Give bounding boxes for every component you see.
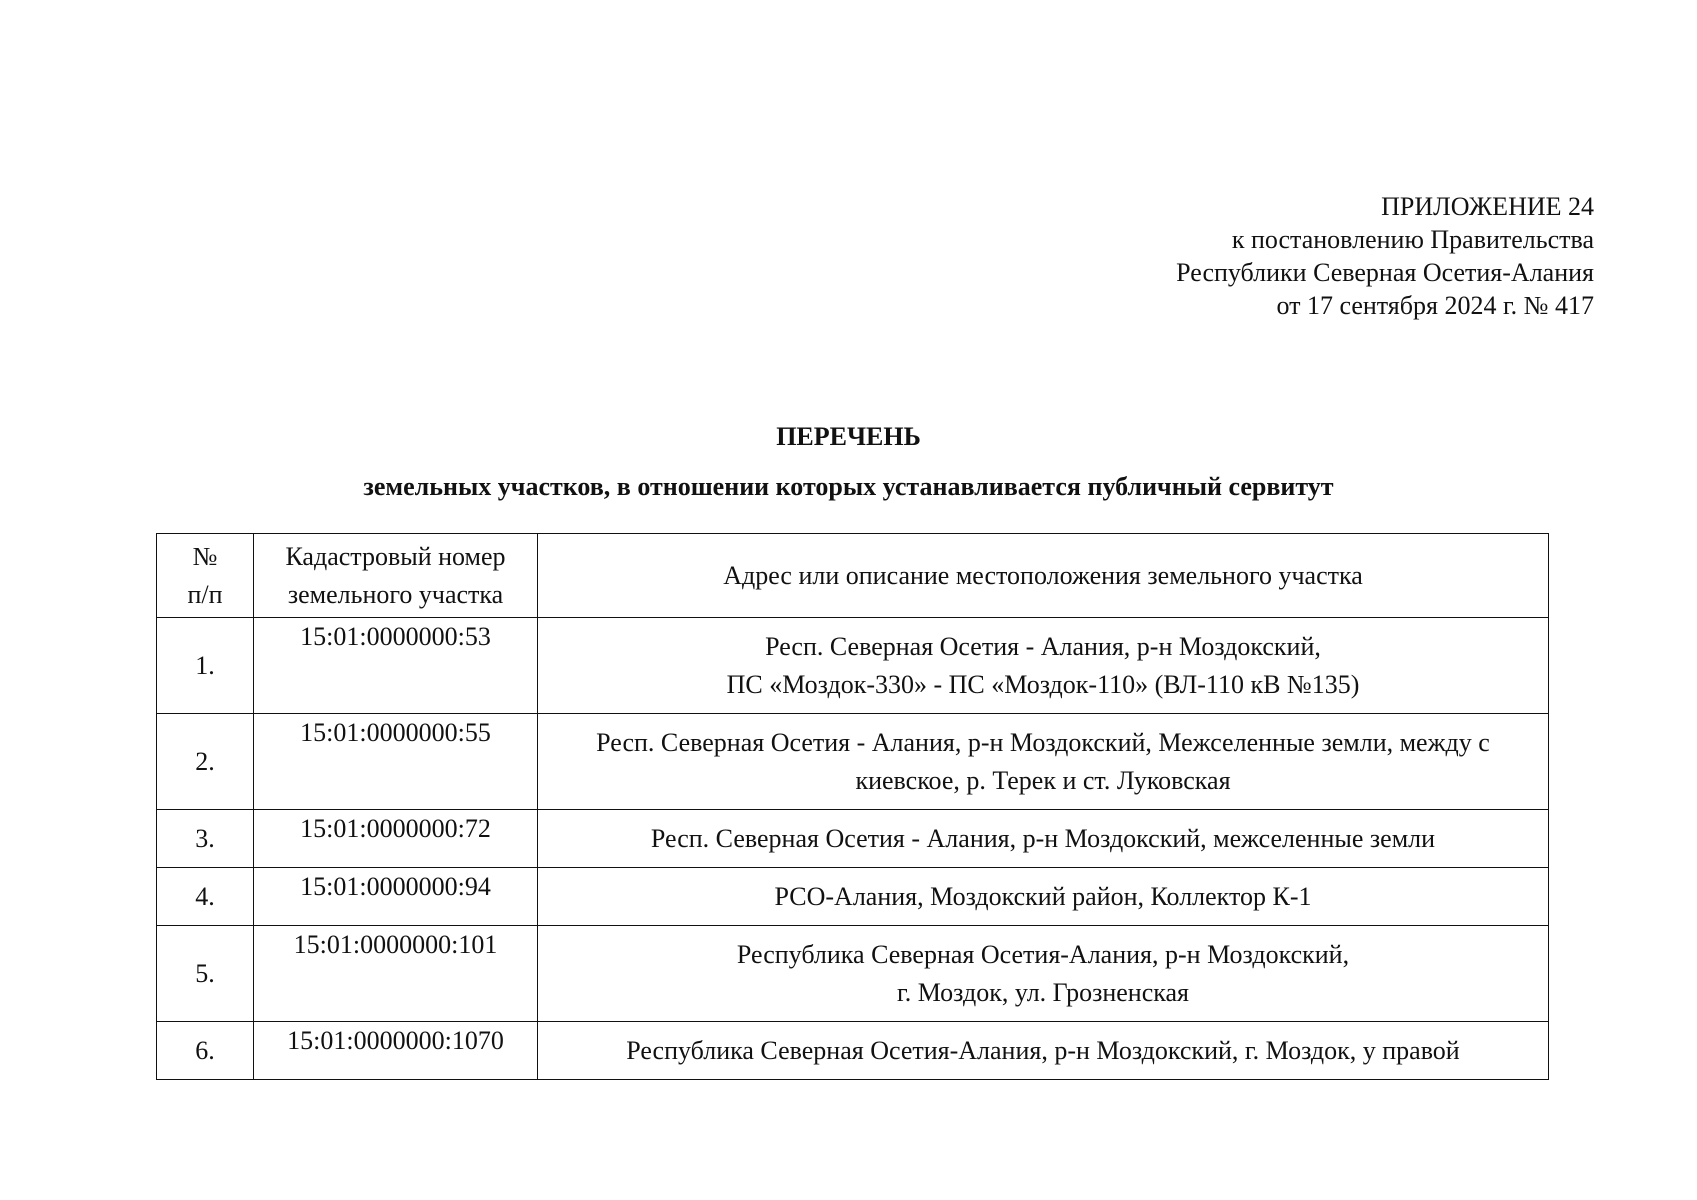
document-subtitle: земельных участков, в отношении которых устанавливается публичный сервитут (363, 472, 1334, 501)
cadastral-number: 15:01:0000000:101 (254, 926, 538, 1022)
appendix-date-number: от 17 сентября 2024 г. № 417 (1276, 291, 1594, 320)
address-line: киевское, р. Терек и ст. Луковская (855, 765, 1231, 795)
cadastral-number: 15:01:0000000:94 (254, 868, 538, 926)
header-cadastral (254, 534, 538, 618)
header-number-label: п/п (187, 579, 223, 609)
address-line: ПС «Моздок-330» - ПС «Моздок-110» (ВЛ-110 кВ №135) (726, 669, 1360, 699)
appendix-reference: к постановлению Правительства (1231, 225, 1594, 254)
table-row (157, 618, 1549, 714)
address-line: Респ. Северная Осетия - Алания, р-н Моздокский, (765, 631, 1321, 661)
table-row (157, 868, 1549, 926)
address-line: Респ. Северная Осетия - Алания, р-н Моздокский, межселенные земли (650, 823, 1436, 853)
row-number: 1. (157, 618, 254, 714)
row-number: 6. (157, 1022, 254, 1080)
plot-address (538, 868, 1549, 926)
address-line: Республика Северная Осетия-Алания, р-н Моздокский, (736, 939, 1350, 969)
cadastral-number: 15:01:0000000:1070 (254, 1022, 538, 1080)
land-plots-table (156, 533, 1549, 1080)
table-header-row (157, 534, 1549, 618)
address-line: г. Моздок, ул. Грозненская (896, 977, 1189, 1007)
row-number: 4. (157, 868, 254, 926)
header-cadastral-line2: земельного участка (287, 579, 504, 609)
table-row (157, 1022, 1549, 1080)
table-row (157, 714, 1549, 810)
appendix-republic: Республики Северная Осетия-Алания (1176, 258, 1594, 287)
address-line: Республика Северная Осетия-Алания, р-н Моздокский, г. Моздок, у правой (626, 1035, 1460, 1065)
header-number-symbol: № (192, 541, 218, 571)
cadastral-number: 15:01:0000000:72 (254, 810, 538, 868)
address-line: Респ. Северная Осетия - Алания, р-н Моздокский, Межселенные земли, между с (596, 727, 1490, 757)
row-number: 5. (157, 926, 254, 1022)
table-row (157, 926, 1549, 1022)
table-row (157, 810, 1549, 868)
header-number (157, 534, 254, 618)
plot-address (538, 810, 1549, 868)
cadastral-number: 15:01:0000000:53 (254, 618, 538, 714)
header-cadastral-line1: Кадастровый номер (285, 541, 506, 571)
appendix-number: ПРИЛОЖЕНИЕ 24 (1381, 192, 1594, 221)
plot-address (538, 926, 1549, 1022)
header-address: Адрес или описание местоположения земельного участка (538, 534, 1549, 618)
row-number: 2. (157, 714, 254, 810)
document-title: ПЕРЕЧЕНЬ (776, 422, 921, 451)
plot-address (538, 714, 1549, 810)
cadastral-number: 15:01:0000000:55 (254, 714, 538, 810)
plot-address (538, 1022, 1549, 1080)
address-line: РСО-Алания, Моздокский район, Коллектор К-1 (774, 881, 1312, 911)
row-number: 3. (157, 810, 254, 868)
appendix-header (1176, 190, 1594, 322)
plot-address (538, 618, 1549, 714)
